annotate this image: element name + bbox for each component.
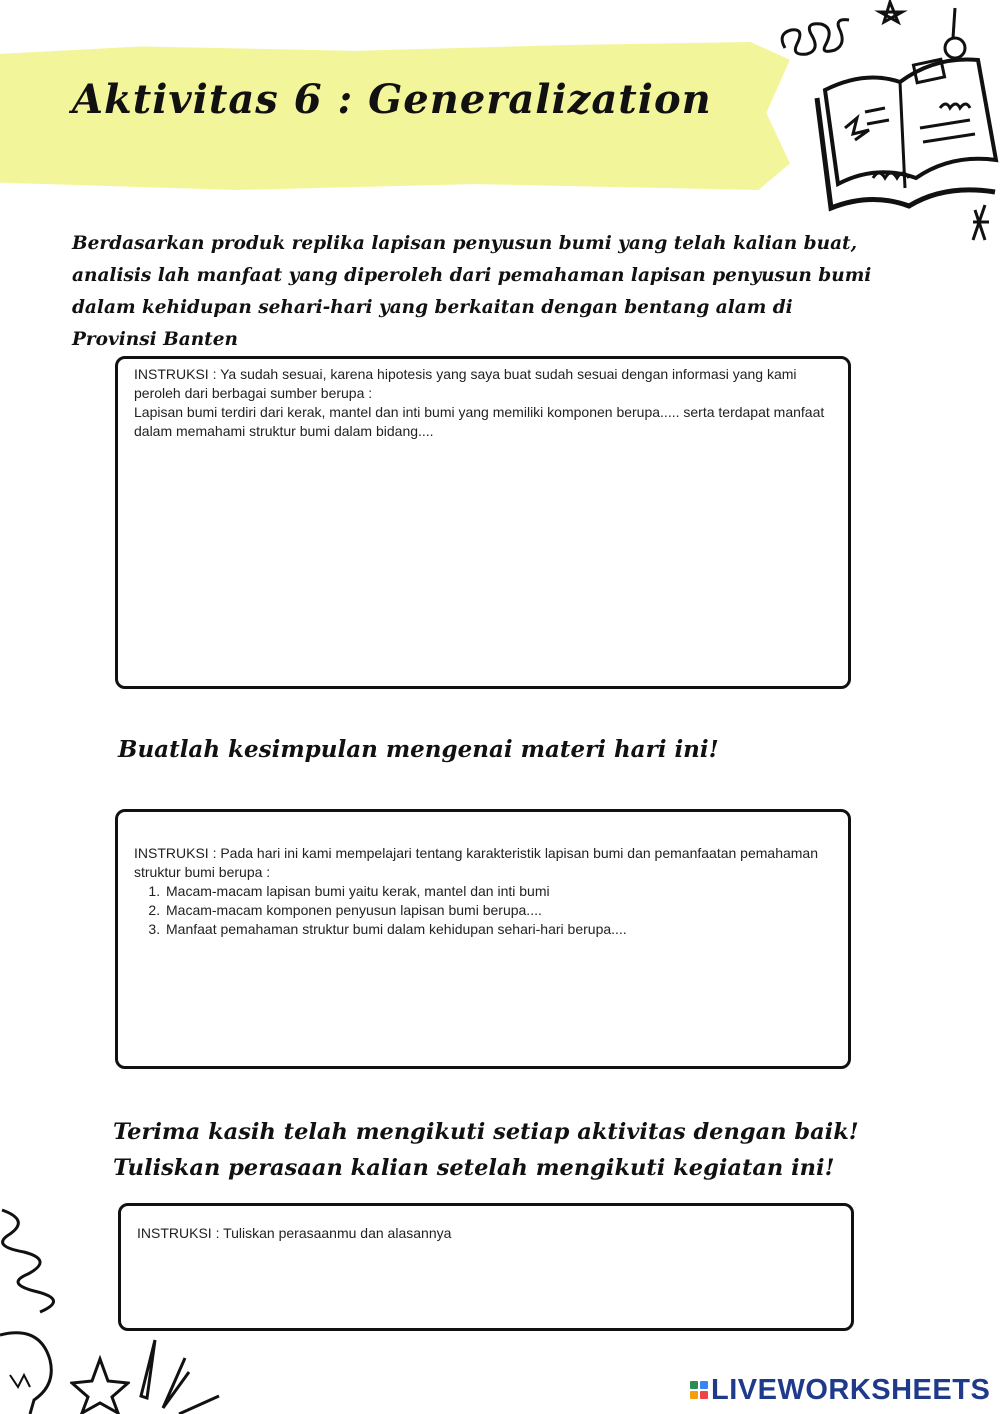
logo-tile-4 [700, 1391, 708, 1399]
activity-prompt: Berdasarkan produk replika lapisan penyusun bumi yang telah kalian buat, analisis lah manfaat yang diperoleh dari pemahaman lapisan penyusun bumi dalam kehidupan sehari-hari yang berkaitan dengan bentang alam di Provinsi Banten [72, 233, 872, 350]
answer-box-conclusion[interactable] [115, 809, 851, 1069]
closing-line-1: Terima kasih telah mengikuti setiap aktivitas dengan baik! [113, 1119, 859, 1145]
lightbulb-doodle-icon [0, 1325, 60, 1414]
logo-tile-1 [690, 1381, 698, 1389]
list-item: 3. Manfaat pemahaman struktur bumi dalam kehidupan sehari-hari berupa.... [164, 920, 832, 939]
logo-text: LIVEWORKSHEETS [711, 1373, 991, 1406]
logo-mark-icon [690, 1381, 708, 1399]
logo-tile-3 [690, 1391, 698, 1399]
list-item: 1. Macam-macam lapisan bumi yaitu kerak, mantel dan inti bumi [164, 882, 832, 901]
book-doodle-icon [775, 0, 1000, 250]
closing-line-2: Tuliskan perasaan kalian setelah mengikuti kegiatan ini! [113, 1155, 835, 1181]
answer-box-feelings[interactable] [118, 1203, 854, 1331]
spring-doodle-icon [0, 1205, 70, 1315]
closing-message [113, 1114, 873, 1186]
star-doodle-icon [880, 2, 902, 22]
analysis-instruction-2: Lapisan bumi terdiri dari kerak, mantel dan inti bumi yang memiliki komponen berupa..... serta terdapat manfaat dalam memahami struktur bumi dalam bidang.... [134, 404, 825, 439]
analysis-instruction-1: INSTRUKSI : Ya sudah sesuai, karena hipotesis yang saya buat sudah sesuai dengan informasi yang kami peroleh dari berbagai sumber berupa : [134, 366, 797, 401]
page-title: Aktivitas 6 : Generalization [72, 76, 712, 123]
triangle-doodle-icon [135, 1338, 225, 1414]
logo-tile-2 [700, 1381, 708, 1389]
conclusion-heading: Buatlah kesimpulan mengenai materi hari ini! [118, 736, 719, 763]
answer-box-analysis[interactable] [115, 356, 851, 689]
list-item: 2. Macam-macam komponen penyusun lapisan bumi berupa.... [164, 901, 832, 920]
conclusion-instruction: INSTRUKSI : Pada hari ini kami mempelajari tentang karakteristik lapisan bumi dan pemanfaatan pemahaman struktur bumi berupa : [134, 845, 819, 880]
feelings-instruction: INSTRUKSI : Tuliskan perasaanmu dan alasannya [137, 1225, 452, 1241]
spiral-doodle-icon [782, 20, 849, 55]
star-doodle-icon [70, 1355, 130, 1414]
liveworksheets-logo [690, 1372, 990, 1408]
conclusion-list [134, 882, 832, 939]
